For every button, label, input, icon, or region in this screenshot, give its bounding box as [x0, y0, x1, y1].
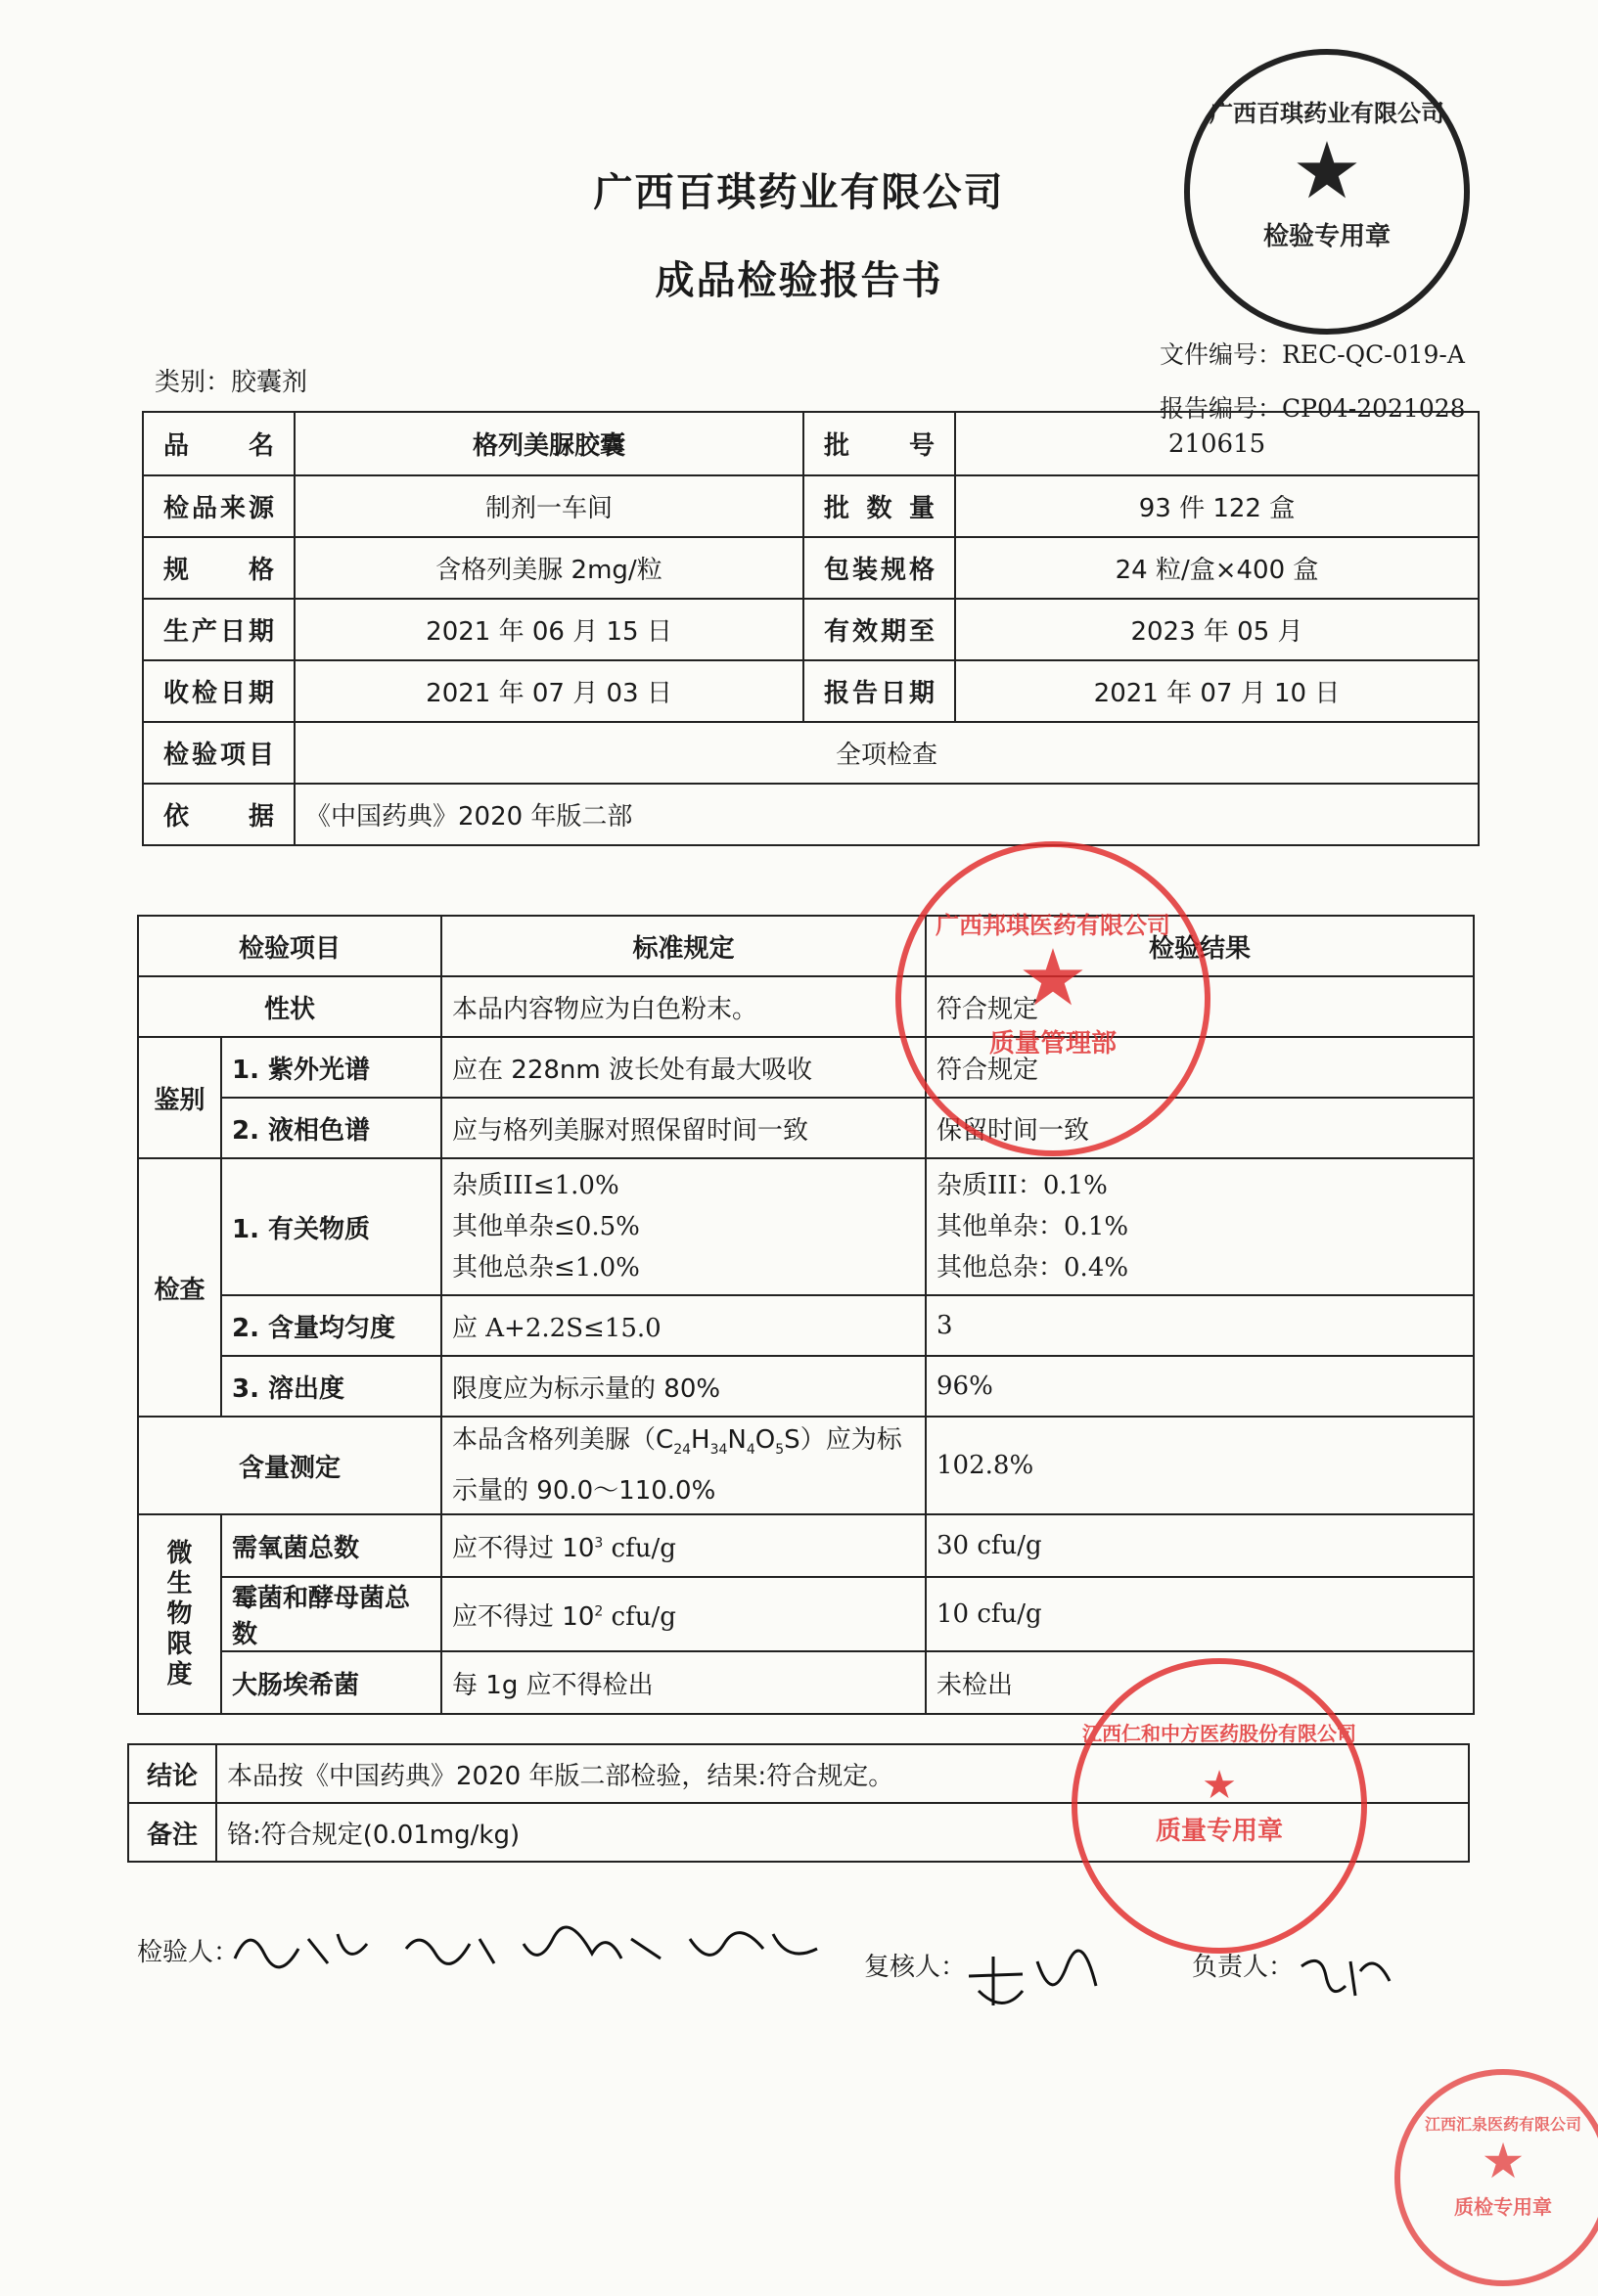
aerobic-standard: 应不得过 $10^3$ cfu/g: [441, 1514, 926, 1577]
assay-standard-line2: 示量的 90.0～110.0%: [452, 1476, 716, 1507]
expiry-date: 2023 年 05 月: [955, 599, 1479, 660]
label-source: 检品来源: [143, 475, 295, 537]
seal-ring-text: 江西仁和中方医药股份有限公司: [1082, 1722, 1356, 1745]
source: 制剂一车间: [295, 475, 803, 537]
receive-date: 2021 年 07 月 03 日: [295, 660, 803, 722]
appearance-standard: 本品内容物应为白色粉末。: [441, 976, 926, 1037]
mold-yeast-standard: 应不得过 $10^2$ cfu/g: [441, 1577, 926, 1651]
mold-yeast-item: 霉菌和酵母菌总数: [221, 1577, 441, 1651]
seal-center-text: 质检专用章: [1454, 2194, 1552, 2219]
hplc-item: 2. 液相色谱: [221, 1098, 441, 1158]
label-batch-qty: 批数量: [803, 475, 955, 537]
company-inspection-seal: [1184, 49, 1470, 335]
uniformity-standard: 应 A+2.2S≤15.0: [441, 1295, 926, 1356]
label-basis: 依 据: [143, 784, 295, 845]
company-quality-seal: [895, 841, 1210, 1156]
conclusion-label: 结论: [128, 1744, 216, 1803]
inspector-label: 检验人：: [137, 1938, 240, 1967]
molecular-formula: $C_{24}H_{34}N_4O_5S$: [656, 1424, 800, 1459]
col-header-result: 检验结果: [926, 916, 1474, 976]
ecoli-item: 大肠埃希菌: [221, 1651, 441, 1714]
dissolution-result: 96%: [926, 1356, 1474, 1417]
product-name: 格列美脲胶囊: [295, 412, 803, 475]
star-icon: ★: [1018, 931, 1088, 1023]
assay-item: 含量测定: [138, 1417, 441, 1514]
seal-ring-text: 广西邦琪医药有限公司: [936, 912, 1170, 939]
standard-line: 杂质III≤1.0%: [452, 1171, 619, 1200]
appearance-result: 符合规定: [926, 976, 1474, 1037]
ecoli-standard: 每 1g 应不得检出: [441, 1651, 926, 1714]
batch-no: 210615: [955, 412, 1479, 475]
label-production-date: 生产日期: [143, 599, 295, 660]
test-results-table: [137, 915, 1475, 1715]
standard-line: 其他单杂≤0.5%: [452, 1212, 640, 1241]
label-report-date: 报告日期: [803, 660, 955, 722]
dissolution-item: 3. 溶出度: [221, 1356, 441, 1417]
seal-center-text: 质量管理部: [988, 1028, 1117, 1058]
mold-yeast-result: 10 cfu/g: [926, 1577, 1474, 1651]
check-group: 检查: [138, 1158, 221, 1417]
hplc-result: 保留时间一致: [926, 1098, 1474, 1158]
star-icon: ★: [1481, 2132, 1526, 2189]
uv-result: 符合规定: [926, 1037, 1474, 1098]
assay-result: 102.8%: [926, 1417, 1474, 1514]
label-package: 包装规格: [803, 537, 955, 599]
col-header-standard: 标准规定: [441, 916, 926, 976]
result-line: 其他单杂：0.1%: [936, 1212, 1129, 1241]
related-substances-item: 1. 有关物质: [221, 1158, 441, 1295]
report-number: 报告编号：CP04-2021028: [1160, 394, 1466, 423]
aerobic-result: 30 cfu/g: [926, 1514, 1474, 1577]
result-line: 其他总杂：0.4%: [936, 1253, 1129, 1283]
ecoli-result: 未检出: [926, 1651, 1474, 1714]
company-name: 广西百琪药业有限公司: [593, 170, 1005, 215]
spec: 含格列美脲 2mg/粒: [295, 537, 803, 599]
seal-ring-text: 江西汇泉医药有限公司: [1424, 2115, 1581, 2134]
test-items: 全项检查: [295, 722, 1479, 784]
production-date: 2021 年 06 月 15 日: [295, 599, 803, 660]
result-line: 杂质III：0.1%: [936, 1171, 1108, 1200]
product-info-table: [142, 411, 1480, 846]
micro-limit-group: 微 生 物 限 度: [138, 1514, 221, 1714]
category: 类别：胶囊剂: [155, 368, 308, 397]
star-icon: ★: [1202, 1762, 1237, 1808]
remark-label: 备注: [128, 1803, 216, 1862]
identification-group: 鉴别: [138, 1037, 221, 1158]
label-product-name: 品 名: [143, 412, 295, 475]
document-title: 成品检验报告书: [655, 258, 943, 303]
uv-standard: 应在 228nm 波长处有最大吸收: [441, 1037, 926, 1098]
assay-standard-line1: 本品含格列美脲$(C_{24}H_{34}N_4O_5S)$应为标: [452, 1424, 902, 1459]
inspector-signatures: [230, 1919, 837, 1978]
seal-ring-text: 广西百琪药业有限公司: [1210, 100, 1444, 127]
hplc-standard: 应与格列美脲对照保留时间一致: [441, 1098, 926, 1158]
batch-qty: 93 件 122 盒: [955, 475, 1479, 537]
file-number: 文件编号：REC-QC-019-A: [1160, 340, 1465, 369]
standard-line: 其他总杂≤1.0%: [452, 1253, 640, 1283]
related-substances-result: [926, 1158, 1474, 1295]
aerobic-item: 需氧菌总数: [221, 1514, 441, 1577]
responsible-label: 负责人：: [1192, 1953, 1295, 1982]
responsible-signature: [1297, 1947, 1394, 2005]
label-batch-no: 批 号: [803, 412, 955, 475]
seal-center-text: 质量专用章: [1155, 1816, 1283, 1846]
uv-item: 1. 紫外光谱: [221, 1037, 441, 1098]
label-expiry: 有效期至: [803, 599, 955, 660]
dissolution-standard: 限度应为标示量的 80%: [441, 1356, 926, 1417]
label-test-items: 检验项目: [143, 722, 295, 784]
label-spec: 规 格: [143, 537, 295, 599]
seal-center-text: 检验专用章: [1262, 221, 1391, 251]
package: 24 粒/盒×400 盒: [955, 537, 1479, 599]
report-date: 2021 年 07 月 10 日: [955, 660, 1479, 722]
remark-text: 铬:符合规定(0.01mg/kg): [216, 1803, 1469, 1862]
uniformity-item: 2. 含量均匀度: [221, 1295, 441, 1356]
related-substances-standard: [441, 1158, 926, 1295]
receiving-quality-seal: [1394, 2069, 1598, 2286]
company-quality-seal-2: [1072, 1658, 1367, 1954]
label-receive-date: 收检日期: [143, 660, 295, 722]
assay-standard: [441, 1417, 926, 1514]
appearance-item: 性状: [138, 976, 441, 1037]
uniformity-result: 3: [926, 1295, 1474, 1356]
col-header-item: 检验项目: [138, 916, 441, 976]
star-icon: ★: [1292, 124, 1362, 216]
basis: 《中国药典》2020 年版二部: [295, 784, 1479, 845]
reviewer-signature: [964, 1947, 1101, 2025]
conclusion-text: 本品按《中国药典》2020 年版二部检验，结果:符合规定。: [216, 1744, 1469, 1803]
reviewer-label: 复核人：: [864, 1953, 967, 1982]
